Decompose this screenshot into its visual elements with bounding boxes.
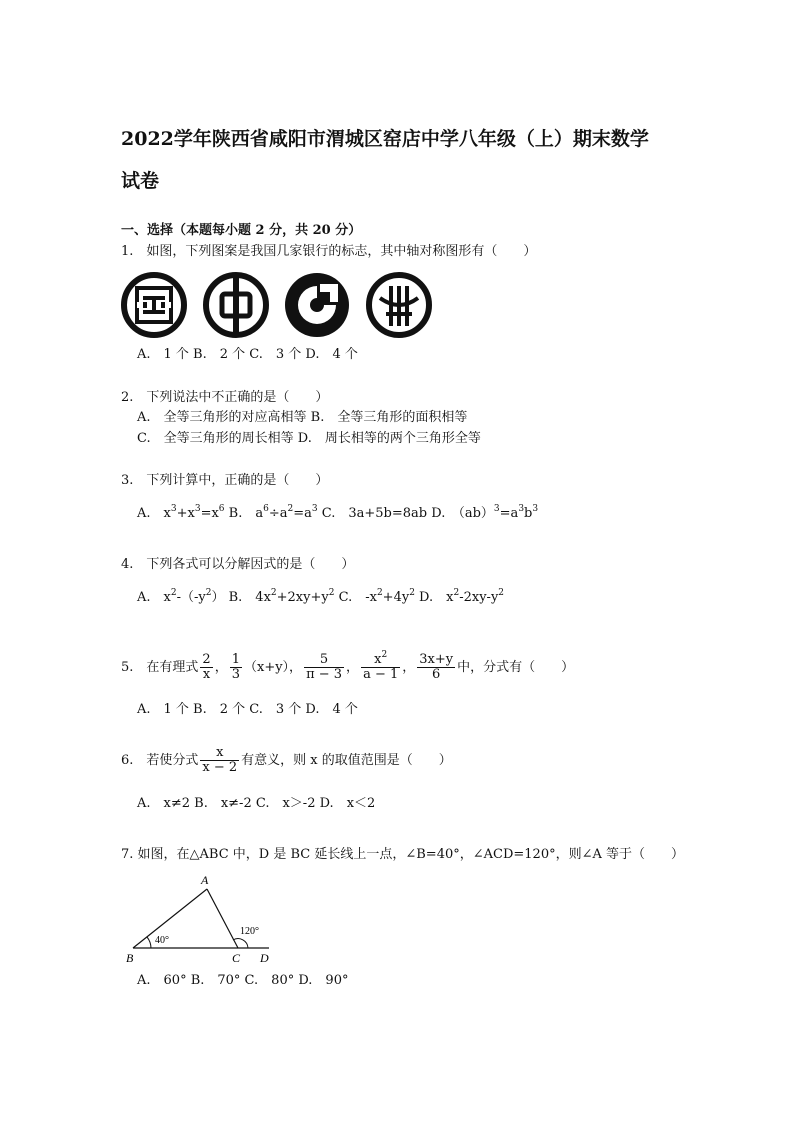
angle-acd-label: 120° xyxy=(240,926,259,937)
side-ab xyxy=(133,889,207,948)
fraction-5-over-pi-minus-3: $\frac{5}{\pi - 3}$ xyxy=(306,652,343,682)
bank-logos xyxy=(121,272,441,338)
angle-b-label: 40° xyxy=(155,935,169,946)
question-7-stem: 7. 如图，在△ABC 中，D 是 BC 延长线上一点，∠B=40°，∠ACD=120°，则∠A 等于（ ） xyxy=(121,847,685,862)
question-2-options-2: C. 全等三角形的周长相等 D. 周长相等的两个三角形全等 xyxy=(137,431,481,446)
question-5-options: A. 1 个 B. 2 个 C. 3 个 D. 4 个 xyxy=(137,702,358,717)
section-heading: 一、选择（本题每小题 2 分，共 20 分） xyxy=(121,223,362,238)
question-6-options: A. x≠2 B. x≠-2 C. x＞-2 D. x＜2 xyxy=(137,796,376,811)
question-4-stem: 4. 下列各式可以分解因式的是（ ） xyxy=(121,557,355,572)
icbc-logo-icon xyxy=(121,272,187,338)
question-1-options: A. 1 个 B. 2 个 C. 3 个 D. 4 个 xyxy=(137,347,358,362)
question-6-stem: 6. 若使分式 $\frac{x}{x - 2}$ 有意义，则 x 的取值范围是（ ） xyxy=(121,745,452,775)
vertex-d-label: D xyxy=(260,951,269,965)
abc-logo-icon xyxy=(366,272,432,338)
question-3-stem: 3. 下列计算中，正确的是（ ） xyxy=(121,473,329,488)
vertex-a-label: A xyxy=(201,873,209,887)
question-2-stem: 2. 下列说法中不正确的是（ ） xyxy=(121,390,329,405)
fraction-2-over-x: $\frac{2}{x}$ xyxy=(202,652,211,682)
vertex-b-label: B xyxy=(126,951,134,965)
question-4-options: A. $x^2-(-y^2)$ B. $4x^2+2xy+y^2$ C. $-x^2+4y^2$ D. $x^2-2xy-y^2$ xyxy=(137,588,505,605)
title-line-1: 2022学年陕西省咸阳市渭城区窑店中学八年级（上）期末数学 xyxy=(121,128,649,150)
title-line-2: 试卷 xyxy=(121,170,160,192)
angle-b-arc xyxy=(147,937,151,948)
fraction-3x-plus-y-over-6: $\frac{3x+y}{6}$ xyxy=(419,652,454,682)
ccb-logo-icon xyxy=(284,272,350,338)
question-3-options: A. $x^3+x^3=x^6$ B. $a^6\div a^2=a^3$ C. 3a+5b=8ab D. $(ab)^3=a^3b^3$ xyxy=(137,504,539,521)
fraction-x2-over-a-minus-1: $\frac{x^2}{a - 1}$ xyxy=(363,650,399,682)
fraction-1-over-3: $\frac{1}{3}$ xyxy=(231,652,240,682)
side-ac xyxy=(207,889,238,948)
question-1-stem: 1. 如图，下列图案是我国几家银行的标志，其中轴对称图形有（ ） xyxy=(121,244,537,259)
triangle-figure xyxy=(121,870,281,965)
boc-logo-icon xyxy=(203,272,269,338)
question-2-options-1: A. 全等三角形的对应高相等 B. 全等三角形的面积相等 xyxy=(137,410,468,425)
question-7-options: A. 60° B. 70° C. 80° D. 90° xyxy=(137,973,349,988)
question-5-stem: 5. 在有理式 $\frac{2}{x}$ ， $\frac{1}{3}$ （x+y）， $\frac{5}{\pi - 3}$ ， $\frac{x^2}{a - 1}$ ， $\frac{3x+y}{6}$ 中，分式有（ ） xyxy=(121,650,575,682)
exam-title xyxy=(121,118,681,202)
vertex-c-label: C xyxy=(232,951,241,965)
fraction-x-over-x-minus-2: $\frac{x}{x - 2}$ xyxy=(202,745,238,775)
